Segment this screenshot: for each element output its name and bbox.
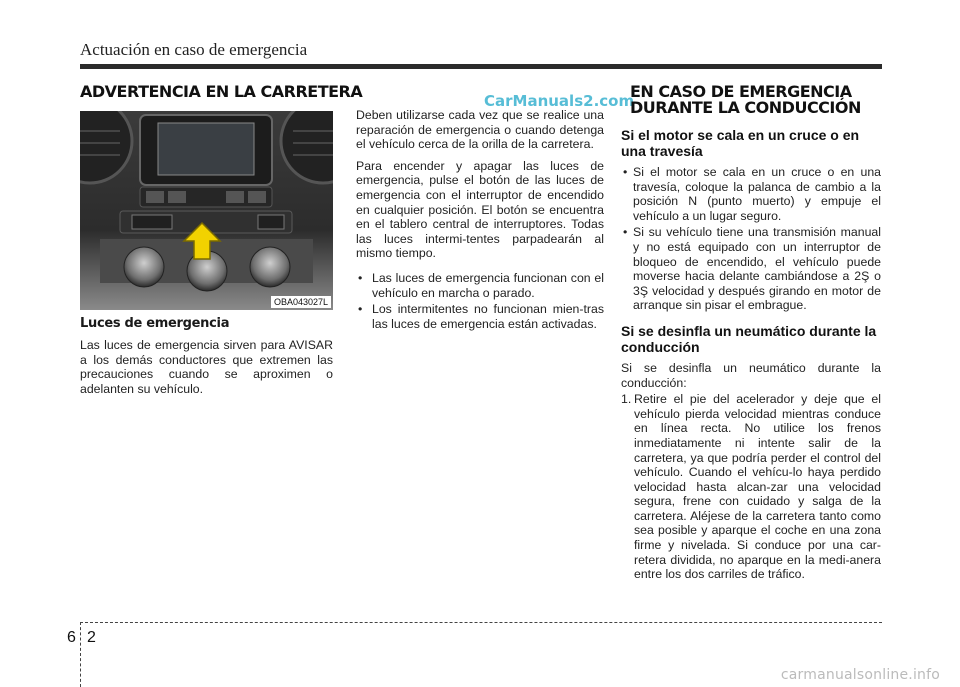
numbered-list [621, 392, 881, 582]
photo-label: OBA043027L [271, 296, 331, 308]
dashboard-photo [80, 111, 333, 310]
paragraph: Para encender y apagar las luces de emergencia, pulse el botón de las luces de emergencia con el interruptor de encendido en cualquier posición. El botón se encuentra en el tablero central de interruptores. Todas las luces intermi-tentes parpadearán al mismo tiempo. [356, 158, 604, 261]
watermark-link[interactable]: CarManuals2.com [484, 92, 635, 110]
subheading-flat-tire: Si se desinfla un neumático durante la conducción [621, 322, 877, 355]
section-heading-emergency-driving [630, 84, 861, 116]
list-item: • Si su vehículo tiene una transmisión manual y no está equipado con un interruptor de bloqueo de encendido, el vehículo puede moverse hacia delante cambiándose a 2Ş o 3Ş velocidad y después girando en motor de arranque sin pisar el embrague. [621, 225, 881, 313]
flat-tire-intro: Si se desinfla un neumático durante la conducción: [621, 360, 881, 390]
heading-line: DURANTE LA CONDUCCIÓN [630, 98, 861, 117]
list-item: • Si el motor se cala en un cruce o en una travesía, coloque la palanca de cambio a la posición N (punto muerto) y empuje el vehículo a un lugar seguro. [621, 165, 881, 223]
chapter-number: 6 [67, 629, 76, 646]
right-column [621, 127, 881, 582]
footer-watermark-link[interactable]: carmanualsonline.info [780, 667, 940, 683]
subheading-engine-stall: Si el motor se cala en un cruce o en una travesía [621, 127, 860, 159]
list-item: • Los intermitentes no funcionan mien-tras las luces de emergencia están activadas. [356, 302, 604, 331]
page-number: 2 [87, 629, 96, 646]
list-item [621, 392, 881, 582]
step-text: Retire el pie del acelerador y deje que el vehículo pierda velocidad mientras conduce en línea recta. No utilice los frenos inmediatamente ni intente salir de la carretera, ya que podría perder el control del vehículo. Cuando el vehícu-lo haya perdido velocidad hasta alcan-zar una velocidad segura, frene con cuidado y salga de la carretera. Aléjese de la carretera tanto como sea posible y aparque el coche en una zona firme y nivelada. Si conduce por una car-retera dividida, no aparque en la medi-anera entre los dos carriles de tráfico. [634, 392, 881, 582]
header-title: Actuación en caso de emergencia [80, 40, 308, 59]
paragraph: Deben utilizarse cada vez que se realice una reparación de emergencia o cuando detenga el vehículo cerca de la orilla de la carretera. [356, 108, 604, 152]
footer-vertical-rule [80, 622, 81, 687]
dashboard-illustration [80, 111, 333, 310]
bullet-list [356, 271, 604, 331]
section-heading-road-warning: ADVERTENCIA EN LA CARRETERA [80, 82, 363, 101]
middle-column [356, 108, 604, 333]
header-rule [80, 64, 882, 69]
footer-rule [80, 622, 882, 623]
step-number: 1. [621, 392, 632, 407]
hazard-lights-text: Las luces de emergencia sirven para AVISAR a los demás conductores que extremen las precauciones cuando se aproximen o adelanten su vehículo. [80, 338, 333, 396]
list-item: • Las luces de emergencia funcionan con el vehículo en marcha o parado. [356, 271, 604, 300]
subheading-hazard-lights: Luces de emergencia [80, 316, 230, 331]
heading-line: EN CASO DE EMERGENCIA [630, 82, 852, 101]
bullet-list [621, 165, 881, 313]
